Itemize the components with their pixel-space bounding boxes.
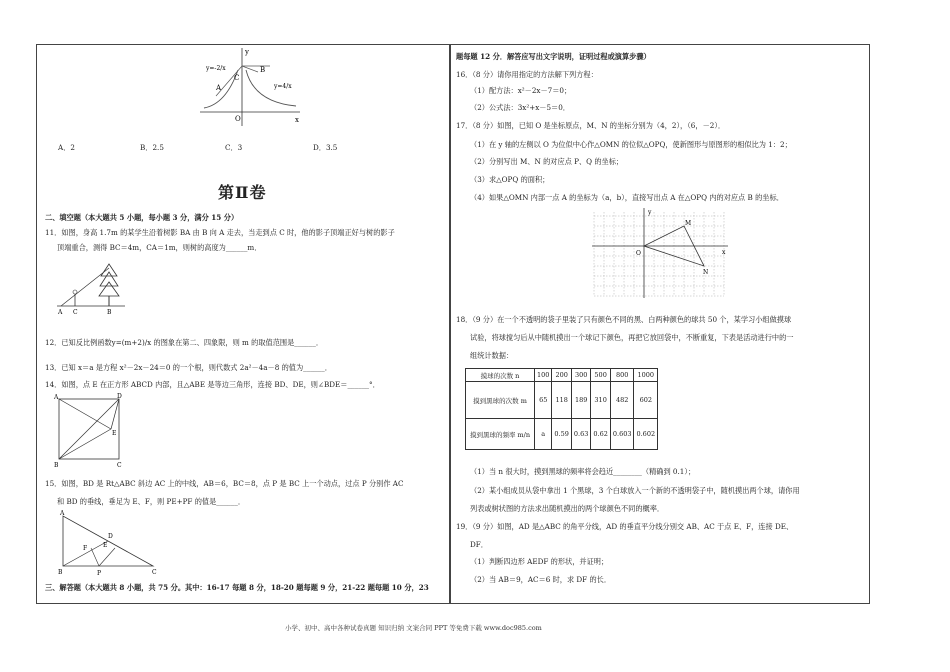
table-cell: 500 (591, 369, 610, 382)
page-footer: 小学、初中、高中各种试卷真题 知识归纳 文案合同 PPT 等免费下载 www.doc985.com (285, 624, 542, 632)
table-cell: a (535, 419, 552, 450)
q15-line2: 和 BD 的垂线，垂足为 E、F，则 PE+PF 的值是______． (57, 497, 246, 506)
q19-line4: （2）当 AB＝9，AC＝6 时，求 DF 的长． (470, 575, 612, 584)
table-cell: 0.59 (552, 419, 571, 450)
q14-e-label: E (112, 430, 117, 437)
fill-blank-header: 二、填空题（本大题共 5 小题，每小题 3 分，满分 15 分） (45, 213, 239, 222)
q18-part1: （1）当 n 很大时，摸到黑球的频率将会趋近________（精确到 0.1）； (470, 467, 696, 476)
q11-line1: 11．如图，身高 1.7m 的某学生沿着树影 BA 由 B 向 A 走去，当走到点 C 时，他的影子顶端正好与树的影子 (45, 228, 395, 237)
q19-line1: 19．（9 分）如图，AD 是△ABC 的角平分线，AD 的垂直平分线分别交 AB、AC 于点 E、F，连接 DE、 (456, 522, 794, 531)
q17-line2: （1）在 y 轴的左侧以 O 为位似中心作△OMN 的位似△OPQ，使新图形与原图形的相似比为 1：2； (470, 140, 792, 149)
q17-line4: （3）求△OPQ 的面积； (470, 175, 550, 184)
q11-tree-figure (55, 258, 130, 316)
q16-line3: （2）公式法：3x²+x－5＝0． (470, 103, 570, 112)
q11-line2: 顶端重合，测得 BC＝4m，CA＝1m，则树的高度为______m． (57, 243, 262, 252)
q15-c-label: C (152, 569, 157, 576)
q13-text: 13．已知 x＝a 是方程 x²－2x－24＝0 的一个根，则代数式 2a²－4a－8 的值为______． (45, 363, 332, 372)
q17-grid-figure (590, 206, 730, 298)
q11-a-label: A (58, 309, 63, 316)
q17-m-label: M (685, 220, 692, 227)
solve-header: 三、解答题（本大题共 8 小题，共 75 分。其中：16-17 每题 8 分，18-20 题每题 9 分，21-22 题每题 10 分，23 (45, 583, 429, 592)
q14-d-label: D (117, 393, 122, 400)
q18-data-table (465, 368, 658, 450)
graph-o-label: O (235, 115, 241, 123)
q18-part2: （2）某小组成员从袋中拿出 1 个黑球，3 个白球放入一个新的不透明袋子中，随机摸出两个球，请你用 (470, 486, 800, 495)
q14-c-label: C (117, 462, 122, 469)
q14-b-label: B (54, 462, 59, 469)
graph-y-label: y (245, 48, 249, 56)
q15-triangle-figure (55, 510, 160, 578)
q16-line1: 16．（8 分）请你用指定的方法解下列方程： (456, 70, 598, 79)
q15-f-label: F (83, 545, 88, 552)
table-cell: 摸到黑球的频率 m/n (466, 419, 535, 450)
q18-line3: 组统计数据： (470, 351, 514, 360)
graph-a-label: A (216, 84, 222, 92)
q16-line2: （1）配方法：x²－2x－7＝0； (470, 86, 572, 95)
graph-eq2-label: y=4/x (274, 83, 292, 90)
table-cell: 200 (552, 369, 571, 382)
q18-line1: 18．（9 分）在一个不透明的袋子里装了只有颜色不同的黑、白两种颜色的球共 50 个，某学习小组做摸球 (456, 315, 792, 324)
table-cell: 摸球的次数 n (466, 369, 535, 382)
q17-line1: 17．（8 分）如图，已知 O 是坐标原点，M、N 的坐标分别为（4，2），（6，－2）． (456, 121, 726, 130)
option-a: A．2 (58, 143, 75, 152)
table-cell: 118 (552, 382, 571, 419)
table-cell: 100 (535, 369, 552, 382)
q15-e-label: E (103, 542, 108, 549)
table-cell: 0.603 (610, 419, 634, 450)
function-graph-figure (196, 46, 304, 128)
option-c: C．3 (225, 143, 243, 152)
q15-b-label: B (58, 569, 63, 576)
table-cell: 65 (535, 382, 552, 419)
table-cell: 300 (571, 369, 590, 382)
q18-part3: 列表或树状图的方法求出随机摸出的两个球颜色不同的概率． (470, 504, 665, 513)
solve-header-cont: 题每题 12 分．解答应写出文字说明，证明过程或演算步骤） (456, 52, 651, 61)
q19-line3: （1）判断四边形 AEDF 的形状，并证明； (470, 557, 609, 566)
section-title: 第Ⅱ卷 (218, 183, 267, 202)
q14-square-figure (53, 393, 128, 471)
graph-x-label: x (295, 116, 299, 124)
table-cell: 602 (634, 382, 658, 419)
q12-text: 12．已知反比例函数y=(m+2)/x 的图象在第二、四象限，则 m 的取值范围是______． (45, 338, 324, 347)
q15-line1: 15．如图，BD 是 Rt△ABC 斜边 AC 上的中线，AB＝6，BC＝8，点 P 是 BC 上一个动点，过点 P 分别作 AC (45, 479, 404, 488)
q15-a-label: A (60, 510, 65, 517)
table-row (466, 419, 658, 450)
table-cell: 1000 (634, 369, 658, 382)
q17-n-label: N (703, 269, 709, 276)
graph-b-label: B (260, 66, 266, 74)
table-cell: 0.602 (634, 419, 658, 450)
q11-b-label: B (107, 309, 112, 316)
table-cell: 0.62 (591, 419, 610, 450)
table-cell: 800 (610, 369, 634, 382)
q17-o-label: O (636, 250, 641, 257)
table-row (466, 369, 658, 382)
graph-eq1-label: y=-2/x (206, 65, 226, 72)
q14-a-label: A (54, 394, 59, 401)
table-cell: 310 (591, 382, 610, 419)
q18-line2: 试验，将球搅匀后从中随机摸出一个球记下颜色，再把它放回袋中，不断重复，下表是活动进行中的一 (470, 333, 794, 342)
table-cell: 482 (610, 382, 634, 419)
q14-text: 14．如图，点 E 在正方形 ABCD 内部，且△ABE 是等边三角形，连接 BD、DE，则∠BDE＝______°． (45, 380, 380, 389)
table-cell: 0.63 (571, 419, 590, 450)
q19-line2: DF． (470, 540, 488, 549)
table-cell: 189 (571, 382, 590, 419)
q15-d-label: D (108, 533, 113, 540)
q17-line5: （4）如果△OMN 内部一点 A 的坐标为（a，b），直接写出点 A 在△OPQ 内的对应点 B 的坐标． (470, 193, 784, 202)
option-d: D．3.5 (313, 143, 338, 152)
table-row (466, 382, 658, 419)
q15-p-label: P (97, 570, 102, 577)
q17-y-label: y (648, 209, 652, 216)
graph-c-label: C (234, 74, 240, 82)
table-cell: 摸到黑球的次数 m (466, 382, 535, 419)
q17-x-label: x (722, 249, 726, 256)
q17-line3: （2）分别写出 M、N 的对应点 P、Q 的坐标； (470, 157, 624, 166)
q11-c-label: C (73, 309, 78, 316)
option-b: B．2.5 (140, 143, 164, 152)
